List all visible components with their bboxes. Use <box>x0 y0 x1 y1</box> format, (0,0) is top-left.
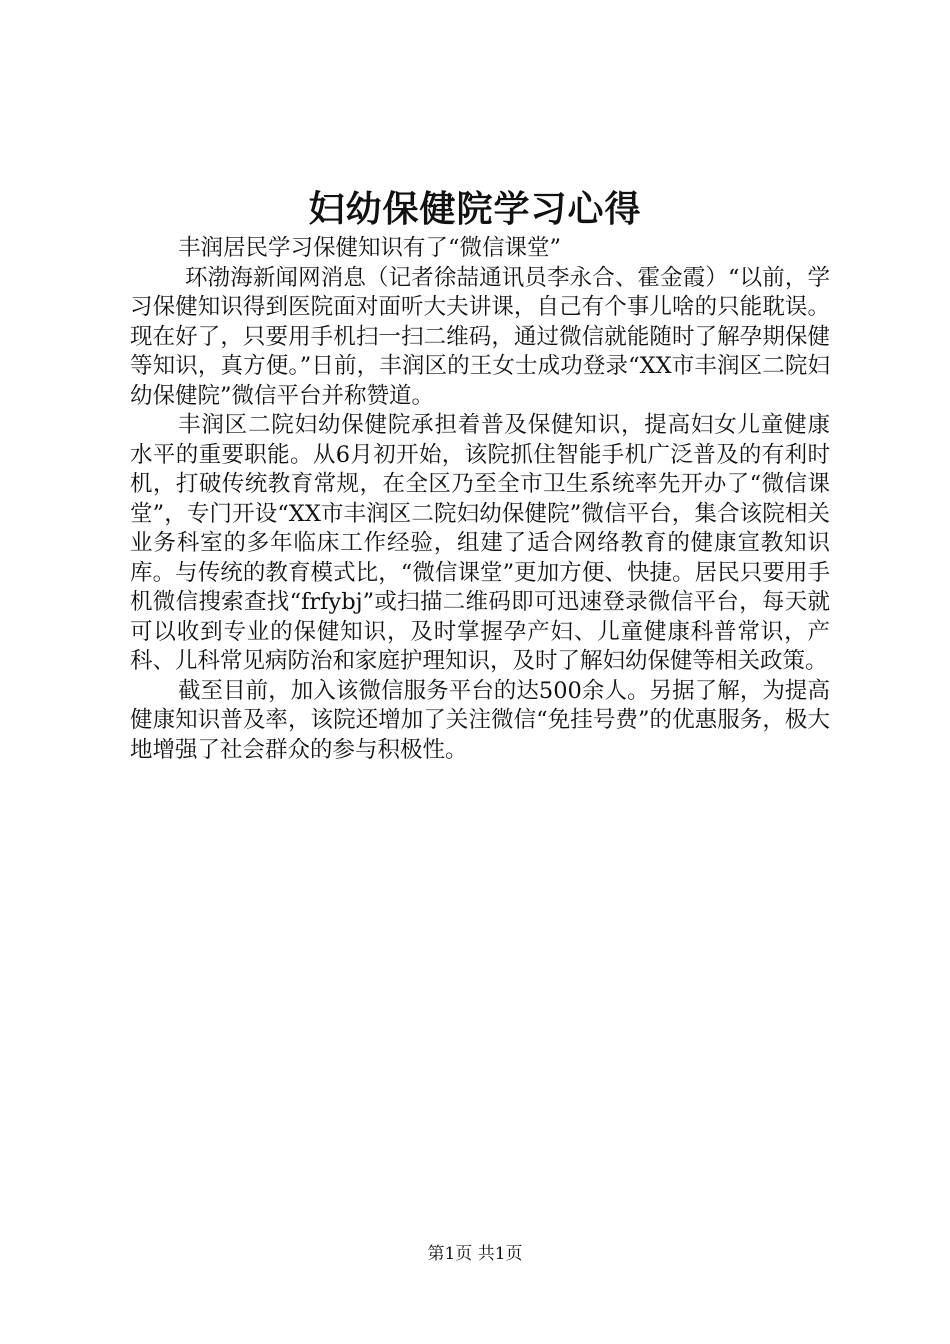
document-body <box>130 234 830 765</box>
subtitle-paragraph: 丰润居民学习保健知识有了“微信课堂” <box>178 235 562 261</box>
page-footer: 第1页 共1页 <box>427 1244 523 1264</box>
body-paragraph-program: 丰润区二院妇幼保健院承担着普及保健知识，提高妇女儿童健康水平的重要职能。从6月初开始，该院抓住智能手机广泛普及的有利时机，打破传统教育常规，在全区乃至全市卫生系统率先开办了“微信课堂”，专门开设“XX市丰润区二院妇幼保健院”微信平台，集合该院相关业务科室的多年临床工作经验，组建了适合网络教育的健康宣教知识库。与传统的教育模式比，“微信课堂”更加方便、快捷。居民只要用手机微信搜索查找“frfybj”或扫描二维码即可迅速登录微信平台，每天就可以收到专业的保健知识，及时掌握孕产妇、儿童健康科普常识，产科、儿科常见病防治和家庭护理知识，及时了解妇幼保健等相关政策。 <box>130 412 830 674</box>
body-paragraph-summary: 截至目前，加入该微信服务平台的达500余人。另据了解，为提高健康知识普及率，该院还增加了关注微信“免挂号费”的优惠服务，极大地增强了社会群众的参与积极性。 <box>130 677 830 763</box>
document-title: 妇幼保健院学习心得 <box>308 189 642 230</box>
news-source-paragraph: 环渤海新闻网消息（记者徐喆通讯员李永合、霍金霞）“以前，学习保健知识得到医院面对面听大夫讲课，自己有个事儿啥的只能耽误。现在好了，只要用手机扫一扫二维码，通过微信就能随时了解孕期保健等知识，真方便。”日前，丰润区的王女士成功登录“XX市丰润区二院妇幼保健院”微信平台并称赞道。 <box>130 264 830 409</box>
